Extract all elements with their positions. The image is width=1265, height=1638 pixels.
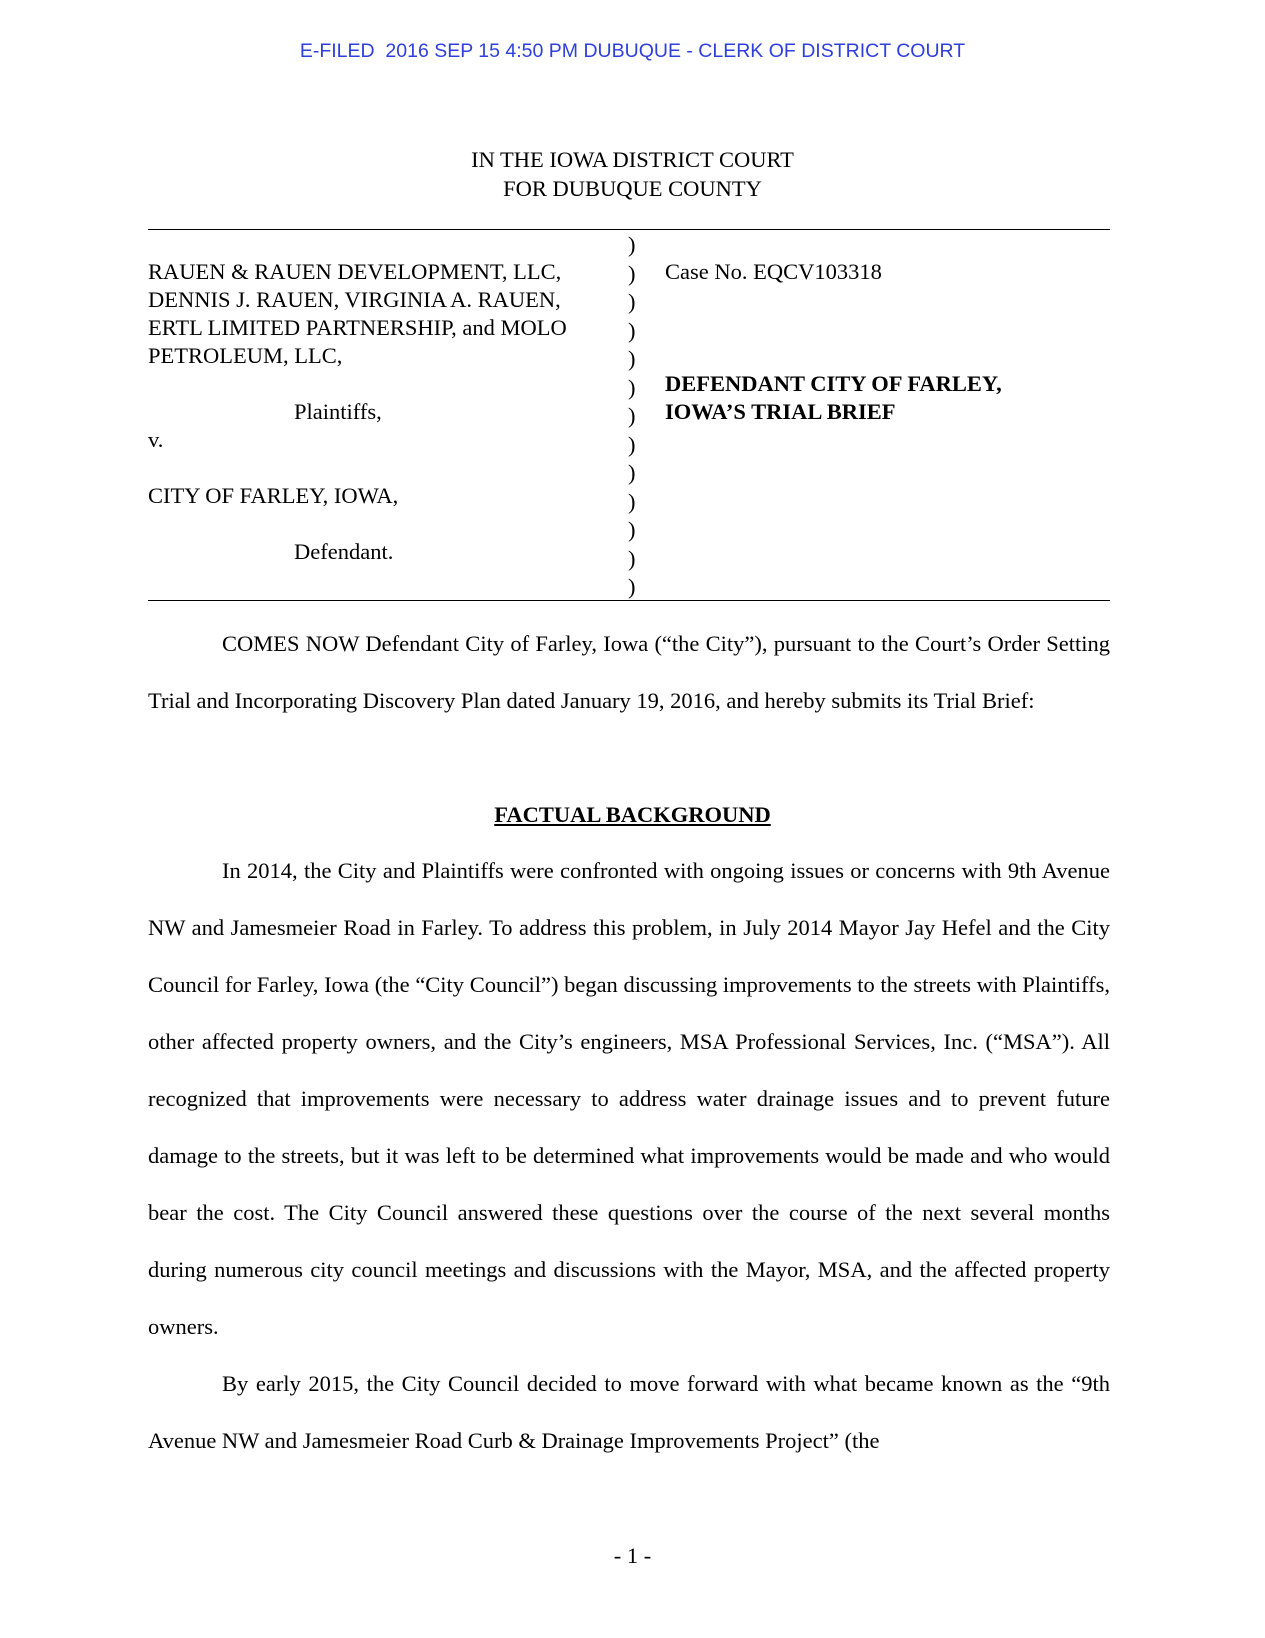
caption-bottom-rule bbox=[148, 600, 1110, 601]
section-heading: FACTUAL BACKGROUND bbox=[494, 802, 771, 827]
intro-paragraph: COMES NOW Defendant City of Farley, Iowa (“the City”), pursuant to the Court’s Order Setting Trial and Incorporating Discovery Plan dated January 19, 2016, and hereby submits its Trial Brief: bbox=[148, 631, 1110, 713]
caption-paren: ) bbox=[628, 545, 636, 571]
caption-paren: ) bbox=[628, 232, 636, 257]
caption-paren: ) bbox=[628, 403, 636, 428]
court-heading bbox=[0, 146, 1265, 203]
caption-paren: ) bbox=[628, 374, 636, 400]
caption-paren: ) bbox=[628, 346, 636, 371]
plaintiffs-label: Plaintiffs, bbox=[294, 399, 382, 424]
defendant-name: CITY OF FARLEY, IOWA, bbox=[148, 483, 399, 508]
plaintiff-name-line: DENNIS J. RAUEN, VIRGINIA A. RAUEN, bbox=[148, 287, 561, 312]
body-paragraph: By early 2015, the City Council decided to move forward with what became known as the “9th Avenue NW and Jamesmeier Road Curb & Drainage Improvements Project” (the bbox=[148, 1371, 1110, 1453]
caption-top-rule bbox=[148, 229, 1110, 230]
defendant-label: Defendant. bbox=[294, 539, 394, 564]
plaintiff-name-line: PETROLEUM, LLC, bbox=[148, 343, 343, 368]
court-county: FOR DUBUQUE COUNTY bbox=[503, 175, 762, 201]
caption-paren: ) bbox=[628, 260, 636, 286]
document-title-line-2: IOWA’S TRIAL BRIEF bbox=[665, 399, 896, 424]
factual-background-body bbox=[148, 842, 1110, 1469]
caption-paren: ) bbox=[628, 517, 636, 542]
body-paragraph: In 2014, the City and Plaintiffs were confronted with ongoing issues or concerns with 9th Avenue NW and Jamesmeier Road in Farley. To address this problem, in July 2014 Mayor Jay Hefel and the City Council for Farley, Iowa (the “City Council”) began discussing improvements to the streets with Plaintiffs, other affected property owners, and the City’s engineers, MSA Professional Services, Inc. (“MSA”). All recognized that improvements were necessary to address water drainage issues and to prevent future damage to the streets, but it was left to be determined what improvements would be made and who would bear the cost. The City Council answered these questions over the course of the next several months during numerous city council meetings and discussions with the Mayor, MSA, and the affected property owners. bbox=[148, 858, 1110, 1339]
caption-paren: ) bbox=[628, 488, 636, 514]
caption-paren: ) bbox=[628, 289, 636, 314]
plaintiff-name-line: ERTL LIMITED PARTNERSHIP, and MOLO bbox=[148, 315, 567, 340]
document-title-line-1: DEFENDANT CITY OF FARLEY, bbox=[665, 371, 1002, 396]
caption-paren: ) bbox=[628, 574, 636, 599]
caption-paren: ) bbox=[628, 460, 636, 485]
caption-paren: ) bbox=[628, 431, 636, 457]
versus-label: v. bbox=[148, 427, 164, 452]
caption-paren: ) bbox=[628, 317, 636, 343]
plaintiff-name-line: RAUEN & RAUEN DEVELOPMENT, LLC, bbox=[148, 259, 562, 284]
efile-stamp: E-FILED 2016 SEP 15 4:50 PM DUBUQUE - CLERK OF DISTRICT COURT bbox=[299, 40, 966, 62]
court-name: IN THE IOWA DISTRICT COURT bbox=[471, 147, 794, 172]
page-number: - 1 - bbox=[613, 1543, 652, 1568]
intro-paragraph-block bbox=[148, 615, 1110, 729]
caption-paren-column bbox=[628, 231, 636, 602]
case-number: Case No. EQCV103318 bbox=[665, 259, 882, 284]
